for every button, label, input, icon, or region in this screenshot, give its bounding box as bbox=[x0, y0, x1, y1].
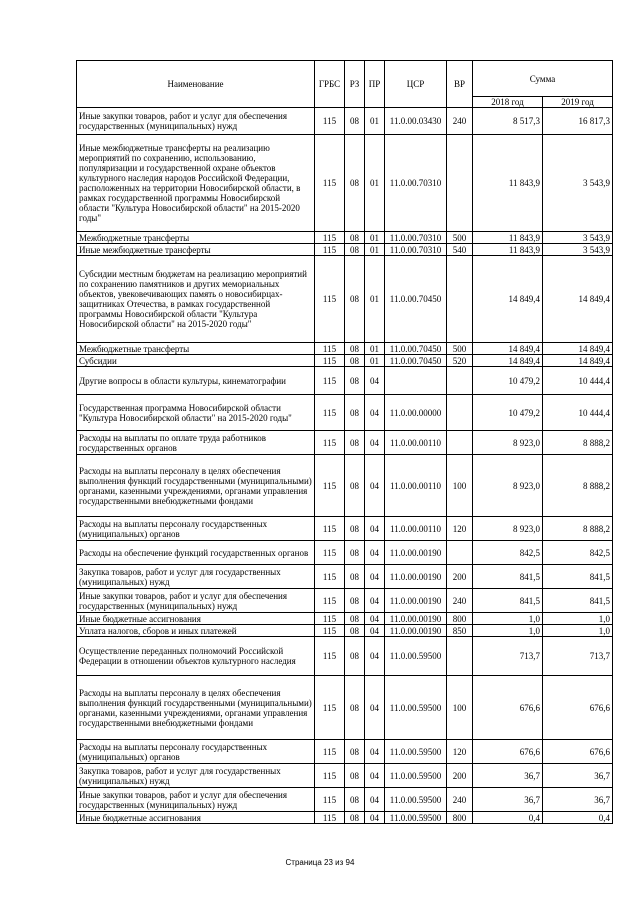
table-row bbox=[77, 108, 613, 135]
cell-vr: 800 bbox=[447, 613, 473, 625]
cell-sum-2018: 8 517,3 bbox=[473, 108, 543, 135]
table-row bbox=[77, 135, 613, 232]
cell-pr: 04 bbox=[365, 788, 385, 812]
cell-vr: 240 bbox=[447, 108, 473, 135]
table-row bbox=[77, 395, 613, 431]
cell-pr: 04 bbox=[365, 367, 385, 395]
cell-sum-2018: 10 479,2 bbox=[473, 367, 543, 395]
cell-name: Уплата налогов, сборов и иных платежей bbox=[77, 625, 315, 637]
header-row bbox=[77, 61, 613, 97]
cell-grbs: 115 bbox=[315, 613, 345, 625]
table-row bbox=[77, 764, 613, 788]
cell-rz: 08 bbox=[345, 788, 365, 812]
cell-sum-2019: 36,7 bbox=[543, 788, 613, 812]
cell-grbs: 115 bbox=[315, 541, 345, 565]
cell-rz: 08 bbox=[345, 343, 365, 355]
table-row bbox=[77, 637, 613, 676]
cell-vr: 120 bbox=[447, 740, 473, 764]
table-row bbox=[77, 625, 613, 637]
cell-vr: 100 bbox=[447, 676, 473, 740]
cell-sum-2019: 3 543,9 bbox=[543, 135, 613, 232]
table-row bbox=[77, 613, 613, 625]
cell-rz: 08 bbox=[345, 135, 365, 232]
cell-name: Субсидии местным бюджетам на реализацию мероприятий по сохранению памятников и других мемориальных объектов, увековечивающих память о новосибирцах-защитниках Отечества, в рамках государственной программы Новосибирской области "Культура Новосибирской области" на 2015-2020 годы" bbox=[77, 256, 315, 343]
cell-csr: 11.0.00.70310 bbox=[385, 244, 447, 256]
cell-name: Иные межбюджетные трансферты bbox=[77, 244, 315, 256]
cell-csr: 11.0.00.59500 bbox=[385, 788, 447, 812]
page-total: 94 bbox=[345, 858, 355, 867]
cell-sum-2018: 8 923,0 bbox=[473, 455, 543, 517]
header-year-2018: 2018 год bbox=[473, 97, 543, 108]
cell-rz: 08 bbox=[345, 232, 365, 244]
cell-sum-2019: 841,5 bbox=[543, 565, 613, 589]
cell-sum-2018: 14 849,4 bbox=[473, 355, 543, 367]
cell-sum-2018: 676,6 bbox=[473, 740, 543, 764]
cell-grbs: 115 bbox=[315, 676, 345, 740]
table-row bbox=[77, 455, 613, 517]
cell-name: Другие вопросы в области культуры, кинематографии bbox=[77, 367, 315, 395]
cell-pr: 04 bbox=[365, 565, 385, 589]
cell-vr: 520 bbox=[447, 355, 473, 367]
header-sum: Сумма bbox=[473, 61, 613, 97]
cell-csr: 11.0.00.00110 bbox=[385, 517, 447, 541]
page-label: Страница bbox=[285, 858, 322, 867]
cell-grbs: 115 bbox=[315, 256, 345, 343]
cell-sum-2018: 14 849,4 bbox=[473, 343, 543, 355]
cell-rz: 08 bbox=[345, 431, 365, 455]
cell-sum-2018: 841,5 bbox=[473, 565, 543, 589]
cell-csr: 11.0.00.59500 bbox=[385, 676, 447, 740]
cell-sum-2019: 676,6 bbox=[543, 676, 613, 740]
cell-name: Иные бюджетные ассигнования bbox=[77, 613, 315, 625]
cell-vr: 120 bbox=[447, 517, 473, 541]
cell-rz: 08 bbox=[345, 565, 365, 589]
cell-name: Субсидии bbox=[77, 355, 315, 367]
cell-pr: 04 bbox=[365, 541, 385, 565]
cell-vr bbox=[447, 395, 473, 431]
table-row bbox=[77, 244, 613, 256]
cell-sum-2018: 1,0 bbox=[473, 625, 543, 637]
cell-rz: 08 bbox=[345, 676, 365, 740]
cell-pr: 04 bbox=[365, 455, 385, 517]
page-of-label: из bbox=[335, 858, 344, 867]
cell-pr: 04 bbox=[365, 740, 385, 764]
table-body bbox=[77, 108, 613, 824]
cell-sum-2018: 36,7 bbox=[473, 788, 543, 812]
cell-name: Расходы на выплаты персоналу в целях обеспечения выполнения функций государственными (муниципальными) органами, казенными учреждениями, органами управления государственными внебюджетными фондами bbox=[77, 455, 315, 517]
cell-sum-2019: 3 543,9 bbox=[543, 244, 613, 256]
cell-vr: 540 bbox=[447, 244, 473, 256]
cell-pr: 04 bbox=[365, 589, 385, 613]
table-row bbox=[77, 256, 613, 343]
table-row bbox=[77, 676, 613, 740]
cell-sum-2018: 676,6 bbox=[473, 676, 543, 740]
cell-rz: 08 bbox=[345, 517, 365, 541]
cell-rz: 08 bbox=[345, 613, 365, 625]
cell-grbs: 115 bbox=[315, 589, 345, 613]
cell-grbs: 115 bbox=[315, 625, 345, 637]
cell-csr: 11.0.00.00190 bbox=[385, 589, 447, 613]
header-year-2019: 2019 год bbox=[543, 97, 613, 108]
cell-vr bbox=[447, 367, 473, 395]
cell-grbs: 115 bbox=[315, 565, 345, 589]
cell-sum-2018: 10 479,2 bbox=[473, 395, 543, 431]
cell-grbs: 115 bbox=[315, 431, 345, 455]
cell-name: Иные закупки товаров, работ и услуг для обеспечения государственных (муниципальных) нужд bbox=[77, 108, 315, 135]
cell-name: Иные закупки товаров, работ и услуг для обеспечения государственных (муниципальных) нужд bbox=[77, 589, 315, 613]
cell-rz: 08 bbox=[345, 395, 365, 431]
page-number: 23 bbox=[324, 858, 333, 867]
cell-sum-2018: 842,5 bbox=[473, 541, 543, 565]
cell-rz: 08 bbox=[345, 740, 365, 764]
cell-vr: 500 bbox=[447, 232, 473, 244]
cell-name: Иные закупки товаров, работ и услуг для обеспечения государственных (муниципальных) нужд bbox=[77, 788, 315, 812]
cell-rz: 08 bbox=[345, 244, 365, 256]
cell-sum-2018: 841,5 bbox=[473, 589, 543, 613]
cell-vr bbox=[447, 135, 473, 232]
table-row bbox=[77, 355, 613, 367]
cell-pr: 04 bbox=[365, 637, 385, 676]
cell-grbs: 115 bbox=[315, 517, 345, 541]
cell-vr bbox=[447, 637, 473, 676]
cell-sum-2019: 0,4 bbox=[543, 812, 613, 824]
cell-csr: 11.0.00.00190 bbox=[385, 613, 447, 625]
header-vr: ВР bbox=[447, 61, 473, 108]
cell-sum-2019: 16 817,3 bbox=[543, 108, 613, 135]
cell-vr bbox=[447, 541, 473, 565]
header-csr: ЦСР bbox=[385, 61, 447, 108]
cell-grbs: 115 bbox=[315, 812, 345, 824]
cell-sum-2018: 8 923,0 bbox=[473, 517, 543, 541]
cell-pr: 01 bbox=[365, 135, 385, 232]
cell-name: Расходы на выплаты персоналу государственных (муниципальных) органов bbox=[77, 740, 315, 764]
cell-pr: 01 bbox=[365, 355, 385, 367]
cell-sum-2019: 713,7 bbox=[543, 637, 613, 676]
cell-pr: 04 bbox=[365, 431, 385, 455]
cell-pr: 04 bbox=[365, 812, 385, 824]
cell-rz: 08 bbox=[345, 812, 365, 824]
cell-name: Иные бюджетные ассигнования bbox=[77, 812, 315, 824]
cell-sum-2018: 11 843,9 bbox=[473, 232, 543, 244]
cell-rz: 08 bbox=[345, 541, 365, 565]
cell-vr: 240 bbox=[447, 589, 473, 613]
cell-sum-2018: 36,7 bbox=[473, 764, 543, 788]
cell-grbs: 115 bbox=[315, 108, 345, 135]
cell-sum-2019: 14 849,4 bbox=[543, 343, 613, 355]
cell-pr: 01 bbox=[365, 244, 385, 256]
cell-sum-2018: 0,4 bbox=[473, 812, 543, 824]
cell-name: Расходы на выплаты персоналу в целях обеспечения выполнения функций государственными (муниципальными) органами, казенными учреждениями, органами управления государственными внебюджетными фондами bbox=[77, 676, 315, 740]
cell-grbs: 115 bbox=[315, 244, 345, 256]
cell-grbs: 115 bbox=[315, 355, 345, 367]
table-row bbox=[77, 740, 613, 764]
cell-rz: 08 bbox=[345, 625, 365, 637]
cell-csr: 11.0.00.59500 bbox=[385, 812, 447, 824]
cell-pr: 04 bbox=[365, 625, 385, 637]
cell-csr: 11.0.00.03430 bbox=[385, 108, 447, 135]
page-footer bbox=[0, 858, 640, 867]
cell-grbs: 115 bbox=[315, 637, 345, 676]
cell-rz: 08 bbox=[345, 108, 365, 135]
table-row bbox=[77, 788, 613, 812]
header-rz: РЗ bbox=[345, 61, 365, 108]
table-row bbox=[77, 431, 613, 455]
budget-table bbox=[76, 60, 613, 824]
cell-sum-2019: 842,5 bbox=[543, 541, 613, 565]
cell-pr: 01 bbox=[365, 343, 385, 355]
cell-sum-2019: 8 888,2 bbox=[543, 455, 613, 517]
table-row bbox=[77, 541, 613, 565]
cell-vr bbox=[447, 431, 473, 455]
cell-csr: 11.0.00.59500 bbox=[385, 740, 447, 764]
cell-sum-2018: 8 923,0 bbox=[473, 431, 543, 455]
cell-rz: 08 bbox=[345, 764, 365, 788]
cell-csr: 11.0.00.00110 bbox=[385, 431, 447, 455]
cell-sum-2019: 8 888,2 bbox=[543, 517, 613, 541]
cell-rz: 08 bbox=[345, 355, 365, 367]
cell-rz: 08 bbox=[345, 637, 365, 676]
cell-name: Иные межбюджетные трансферты на реализацию мероприятий по сохранению, использованию, популяризации и государственной охране объектов культурного наследия народов Российской Федерации, расположенных на территории Новосибирской области, в рамках государственной программы Новосибирской области "Культура Новосибирской области" на 2015-2020 годы" bbox=[77, 135, 315, 232]
cell-grbs: 115 bbox=[315, 367, 345, 395]
cell-rz: 08 bbox=[345, 256, 365, 343]
cell-sum-2019: 1,0 bbox=[543, 625, 613, 637]
cell-name: Расходы на обеспечение функций государственных органов bbox=[77, 541, 315, 565]
cell-csr: 11.0.00.59500 bbox=[385, 764, 447, 788]
cell-grbs: 115 bbox=[315, 395, 345, 431]
cell-sum-2019: 36,7 bbox=[543, 764, 613, 788]
cell-sum-2019: 10 444,4 bbox=[543, 367, 613, 395]
table-row bbox=[77, 367, 613, 395]
cell-csr: 11.0.00.00190 bbox=[385, 541, 447, 565]
cell-csr: 11.0.00.70450 bbox=[385, 343, 447, 355]
cell-sum-2019: 14 849,4 bbox=[543, 355, 613, 367]
cell-vr: 200 bbox=[447, 764, 473, 788]
table-row bbox=[77, 589, 613, 613]
cell-pr: 04 bbox=[365, 764, 385, 788]
table-row bbox=[77, 232, 613, 244]
cell-csr: 11.0.00.70310 bbox=[385, 135, 447, 232]
cell-rz: 08 bbox=[345, 367, 365, 395]
cell-csr bbox=[385, 367, 447, 395]
header-name: Наименование bbox=[77, 61, 315, 108]
cell-grbs: 115 bbox=[315, 343, 345, 355]
cell-rz: 08 bbox=[345, 455, 365, 517]
cell-name: Межбюджетные трансферты bbox=[77, 232, 315, 244]
cell-grbs: 115 bbox=[315, 788, 345, 812]
cell-sum-2018: 713,7 bbox=[473, 637, 543, 676]
cell-grbs: 115 bbox=[315, 740, 345, 764]
cell-csr: 11.0.00.70450 bbox=[385, 256, 447, 343]
cell-pr: 04 bbox=[365, 517, 385, 541]
cell-name: Межбюджетные трансферты bbox=[77, 343, 315, 355]
cell-vr: 200 bbox=[447, 565, 473, 589]
cell-vr: 850 bbox=[447, 625, 473, 637]
cell-sum-2019: 10 444,4 bbox=[543, 395, 613, 431]
table-row bbox=[77, 517, 613, 541]
cell-vr: 500 bbox=[447, 343, 473, 355]
cell-name: Расходы на выплаты персоналу государственных (муниципальных) органов bbox=[77, 517, 315, 541]
cell-pr: 01 bbox=[365, 256, 385, 343]
cell-sum-2019: 841,5 bbox=[543, 589, 613, 613]
cell-pr: 04 bbox=[365, 613, 385, 625]
cell-sum-2018: 1,0 bbox=[473, 613, 543, 625]
cell-name: Осуществление переданных полномочий Российской Федерации в отношении объектов культурного наследия bbox=[77, 637, 315, 676]
cell-grbs: 115 bbox=[315, 135, 345, 232]
cell-sum-2019: 14 849,4 bbox=[543, 256, 613, 343]
table-row bbox=[77, 565, 613, 589]
cell-csr: 11.0.00.00190 bbox=[385, 625, 447, 637]
table-row bbox=[77, 343, 613, 355]
cell-name: Закупка товаров, работ и услуг для государственных (муниципальных) нужд bbox=[77, 565, 315, 589]
cell-sum-2018: 11 843,9 bbox=[473, 135, 543, 232]
cell-pr: 04 bbox=[365, 676, 385, 740]
cell-pr: 04 bbox=[365, 395, 385, 431]
cell-sum-2019: 8 888,2 bbox=[543, 431, 613, 455]
cell-name: Государственная программа Новосибирской области "Культура Новосибирской области" на 2015-2020 годы" bbox=[77, 395, 315, 431]
cell-sum-2019: 3 543,9 bbox=[543, 232, 613, 244]
header-pr: ПР bbox=[365, 61, 385, 108]
header-grbs: ГРБС bbox=[315, 61, 345, 108]
cell-sum-2018: 11 843,9 bbox=[473, 244, 543, 256]
cell-csr: 11.0.00.70310 bbox=[385, 232, 447, 244]
cell-sum-2019: 676,6 bbox=[543, 740, 613, 764]
cell-grbs: 115 bbox=[315, 455, 345, 517]
cell-pr: 01 bbox=[365, 232, 385, 244]
cell-name: Закупка товаров, работ и услуг для государственных (муниципальных) нужд bbox=[77, 764, 315, 788]
cell-csr: 11.0.00.00000 bbox=[385, 395, 447, 431]
cell-csr: 11.0.00.00110 bbox=[385, 455, 447, 517]
cell-sum-2018: 14 849,4 bbox=[473, 256, 543, 343]
cell-csr: 11.0.00.59500 bbox=[385, 637, 447, 676]
cell-sum-2019: 1,0 bbox=[543, 613, 613, 625]
cell-vr: 240 bbox=[447, 788, 473, 812]
cell-grbs: 115 bbox=[315, 764, 345, 788]
table-row bbox=[77, 812, 613, 824]
cell-csr: 11.0.00.00190 bbox=[385, 565, 447, 589]
cell-grbs: 115 bbox=[315, 232, 345, 244]
cell-csr: 11.0.00.70450 bbox=[385, 355, 447, 367]
cell-vr: 800 bbox=[447, 812, 473, 824]
cell-rz: 08 bbox=[345, 589, 365, 613]
cell-vr: 100 bbox=[447, 455, 473, 517]
cell-name: Расходы на выплаты по оплате труда работников государственных органов bbox=[77, 431, 315, 455]
cell-vr bbox=[447, 256, 473, 343]
cell-pr: 01 bbox=[365, 108, 385, 135]
